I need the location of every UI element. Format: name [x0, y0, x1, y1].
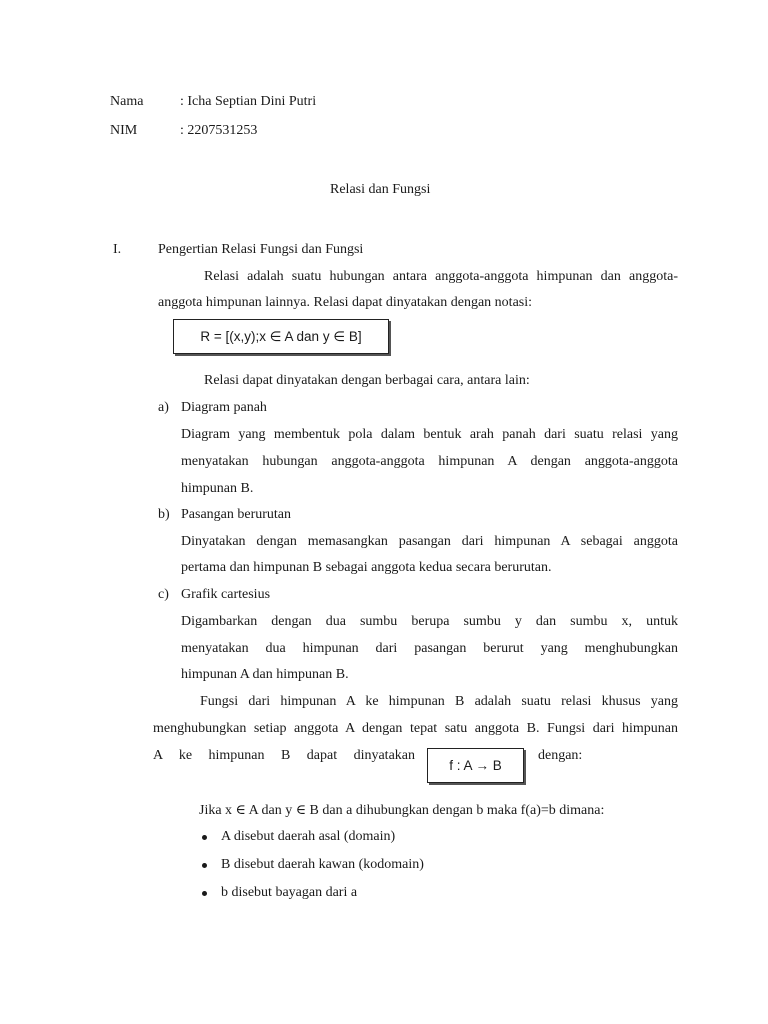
item-c-line-1: Digambarkan dengan dua sumbu berupa sumbu y dan sumbu x, untuk: [181, 614, 678, 629]
item-a-line-2: menyatakan hubungan anggota-anggota himpunan A dengan anggota-anggota: [181, 454, 678, 469]
item-a-line-3: himpunan B.: [181, 481, 254, 496]
function-line-3: A ke himpunan B dapat dinyatakan: [153, 748, 415, 763]
nim-value: : 2207531253: [180, 123, 258, 138]
relation-intro-line-1: Relasi adalah suatu hubungan antara anggota-anggota himpunan dan anggota-: [204, 269, 678, 284]
page-title: Relasi dan Fungsi: [330, 182, 431, 197]
bullet-marker-3: [202, 891, 207, 896]
section-heading: Pengertian Relasi Fungsi dan Fungsi: [158, 242, 364, 257]
nim-label: NIM: [110, 123, 138, 138]
item-a-title: Diagram panah: [181, 400, 267, 415]
function-condition: Jika x ∈ A dan y ∈ B dan a dihubungkan dengan b maka f(a)=b dimana:: [199, 803, 605, 818]
relation-notation-box: [173, 319, 389, 354]
name-label: Nama: [110, 94, 144, 109]
item-c-line-3: himpunan A dan himpunan B.: [181, 667, 349, 682]
item-a-marker: a): [158, 400, 169, 415]
bullet-marker-1: [202, 835, 207, 840]
item-b-line-2: pertama dan himpunan B sebagai anggota kedua secara berurutan.: [181, 560, 552, 575]
function-notation-box: [427, 748, 524, 783]
name-value: : Icha Septian Dini Putri: [180, 94, 317, 109]
relation-intro-line-2: anggota himpunan lainnya. Relasi dapat dinyatakan dengan notasi:: [158, 295, 533, 310]
ways-intro: Relasi dapat dinyatakan dengan berbagai cara, antara lain:: [204, 373, 530, 388]
item-a-line-1: Diagram yang membentuk pola dalam bentuk arah panah dari suatu relasi yang: [181, 427, 678, 442]
function-line-2: menghubungkan setiap anggota A dengan tepat satu anggota B. Fungsi dari himpunan: [153, 721, 678, 736]
function-line-3-end: dengan:: [538, 748, 583, 763]
item-b-title: Pasangan berurutan: [181, 507, 292, 522]
bullet-text-2: B disebut daerah kawan (kodomain): [221, 857, 424, 872]
bullet-marker-2: [202, 863, 207, 868]
bullet-text-1: A disebut daerah asal (domain): [221, 829, 396, 844]
item-b-line-1: Dinyatakan dengan memasangkan pasangan dari himpunan A sebagai anggota: [181, 534, 678, 549]
item-c-marker: c): [158, 587, 169, 602]
item-c-line-2: menyatakan dua himpunan dari pasangan berurut yang menghubungkan: [181, 641, 678, 656]
function-line-1: Fungsi dari himpunan A ke himpunan B adalah suatu relasi khusus yang: [200, 694, 678, 709]
function-notation: f : A → B: [449, 758, 502, 773]
item-c-title: Grafik cartesius: [181, 587, 271, 602]
item-b-marker: b): [158, 507, 170, 522]
relation-notation: R = [(x,y);x ∈ A dan y ∈ B]: [200, 328, 362, 344]
bullet-text-3: b disebut bayagan dari a: [221, 885, 358, 900]
section-number: I.: [113, 242, 122, 257]
